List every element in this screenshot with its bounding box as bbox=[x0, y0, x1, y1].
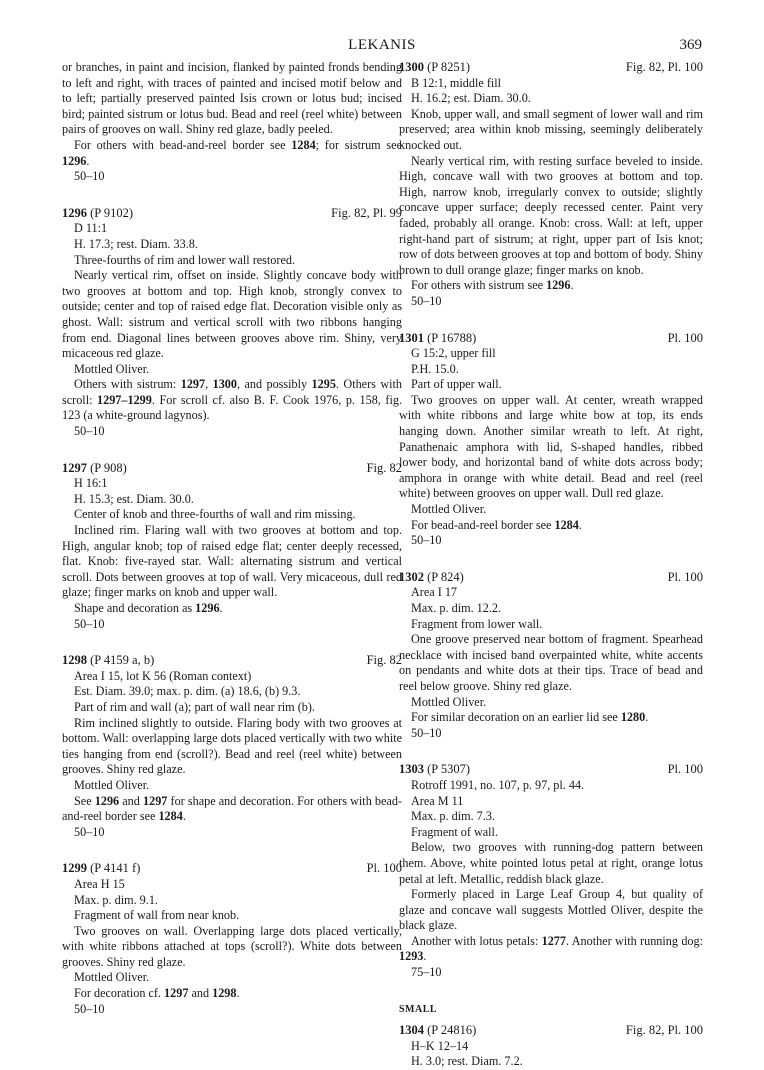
figure-reference: Pl. 100 bbox=[667, 330, 703, 345]
figure-reference: Pl. 100 bbox=[366, 861, 402, 876]
preservation: Three-fourths of rim and lower wall restored. bbox=[74, 252, 295, 267]
entry-1297 bbox=[62, 461, 402, 633]
description: Two grooves on upper wall. At center, wreath wrapped with white ribbons and large white bow at top, its ends hanging down. Another similar wreath to left. At right, Panathenaic amphora with lid, S-shaped handles, ribbed lower body, and horizontal band of white dots across body; amphora in orange with white detail. Bead and reel (reel white) between grooves on upper wall. Dull red glaze. bbox=[399, 392, 703, 501]
preservation: Part of rim and wall (a); part of wall near rim (b). bbox=[74, 699, 315, 714]
preservation: Fragment of wall from near knob. bbox=[74, 908, 240, 923]
catalog-number: 1304 bbox=[399, 1023, 424, 1038]
figure-reference: Fig. 82, Pl. 100 bbox=[625, 60, 703, 74]
figure-reference: Fig. 82, Pl. 100 bbox=[625, 1023, 703, 1038]
deposit: B 12:1, middle fill bbox=[411, 75, 502, 90]
comparanda: Another with lotus petals: 1277. Another with running dog: 1293. bbox=[399, 933, 703, 964]
deposit: Area I 17 bbox=[411, 585, 458, 600]
description: Nearly vertical rim, offset on inside. Slightly concave body with two grooves at bottom and top. High knob, strongly convex to outside; center and top of raised edge flat. Decoration visible only as ghost. Wall: sistrum and vertical scroll with two ribbons hanging from end. Diagonal lines between grooves above rim. Shiny, very micaceous red glaze. bbox=[62, 268, 402, 361]
figure-reference: Fig. 82 bbox=[366, 460, 402, 475]
comparanda: See 1296 and 1297 for shape and decoration. For others with bead-and-reel border see 1284. bbox=[62, 793, 402, 824]
dimensions: H. 15.3; est. Diam. 30.0. bbox=[74, 491, 194, 506]
deposit: G 15:2, upper fill bbox=[411, 346, 496, 361]
preservation: Knob, upper wall, and small segment of lower wall and rim preserved; area within knob missing, seemingly deliberately knocked out. bbox=[399, 106, 703, 152]
description: Below, two grooves with running-dog pattern between them. Above, white pointed lotus petal at right, orange lotus petal at left. Metallic, reddish black glaze. bbox=[399, 840, 703, 886]
date-range: 50–10 bbox=[74, 1001, 105, 1016]
inventory-number: (P 4141 f) bbox=[90, 861, 141, 876]
date-range: 50–10 bbox=[74, 616, 105, 631]
entry-1301 bbox=[399, 331, 703, 549]
entry-heading bbox=[62, 861, 402, 877]
running-header: LEKANIS bbox=[348, 37, 416, 53]
workshop: Mottled Oliver. bbox=[411, 694, 487, 709]
catalog-number: 1296 bbox=[62, 205, 87, 220]
inventory-number: (P 4159 a, b) bbox=[90, 653, 155, 668]
paragraph: or branches, in paint and incision, flanked by painted fronds bending to left and right, with traces of painted and incised motif below and to left; partially preserved painted Isis crown or lotus bud; incised bird; painted sistrum or lotus bud. Bead and reel (reel white) between pairs of grooves on wall. Shiny red glaze, badly peeled. bbox=[62, 60, 402, 137]
dimensions: Max. p. dim. 12.2. bbox=[411, 601, 502, 615]
page-number: 369 bbox=[679, 37, 702, 53]
entry-1299 bbox=[62, 861, 402, 1017]
entry-1298 bbox=[62, 653, 402, 840]
entry-1300 bbox=[399, 60, 703, 310]
entry-heading bbox=[399, 762, 703, 778]
inventory-number: (P 8251) bbox=[427, 60, 471, 74]
date-range: 50–10 bbox=[411, 725, 442, 740]
comparanda: Others with sistrum: 1297, 1300, and possibly 1295. Others with scroll: 1297–1299. For scroll cf. also B. F. Cook 1976, p. 158, fig. 123 (a white-ground lagynos). bbox=[62, 377, 402, 423]
dimensions: Max. p. dim. 9.1. bbox=[74, 892, 158, 907]
description: Nearly vertical rim, with resting surface beveled to inside. High, concave wall with two grooves at bottom and top. High, narrow knob, irregularly convex to outside; slightly concave upper surface; deeply recessed center. Paint very faded, probably all orange. Knob: cross. Wall: at left, upper right-hand part of sistrum; at right, upper part of Isis knot; row of dots between grooves at top and bottom of body. Shiny brown to dull orange glaze; finger marks on knob. bbox=[399, 153, 703, 277]
deposit: Area H 15 bbox=[74, 876, 125, 891]
workshop: Mottled Oliver. bbox=[74, 777, 150, 792]
date-range: 50–10 bbox=[74, 169, 105, 184]
entry-1303 bbox=[399, 762, 703, 980]
deposit: H 16:1 bbox=[74, 476, 108, 491]
date-range: 75–10 bbox=[411, 965, 442, 980]
catalog-number: 1297 bbox=[62, 460, 87, 475]
comparanda: For others with sistrum see 1296. bbox=[411, 278, 574, 293]
inventory-number: (P 824) bbox=[427, 569, 464, 584]
entry-1304 bbox=[399, 1023, 703, 1070]
right-column bbox=[399, 60, 703, 1070]
deposit: H–K 12–14 bbox=[411, 1038, 469, 1053]
catalog-number: 1299 bbox=[62, 861, 87, 876]
dimensions: H. 16.2; est. Diam. 30.0. bbox=[411, 91, 531, 106]
preservation: Fragment of wall. bbox=[411, 824, 498, 839]
comparanda: For similar decoration on an earlier lid see 1280. bbox=[411, 710, 649, 725]
figure-reference: Pl. 100 bbox=[667, 569, 703, 584]
workshop: Mottled Oliver. bbox=[74, 361, 150, 376]
catalog-number: 1298 bbox=[62, 653, 87, 668]
inventory-number: (P 908) bbox=[90, 460, 127, 475]
dimensions: H. 3.0; rest. Diam. 7.2. bbox=[411, 1054, 523, 1069]
paragraph: For others with bead-and-reel border see 1284; for sistrum see 1296. bbox=[62, 137, 402, 168]
catalog-number: 1301 bbox=[399, 330, 424, 345]
bibliography: Rotroff 1991, no. 107, p. 97, pl. 44. bbox=[411, 777, 585, 792]
left-column bbox=[62, 60, 402, 1038]
entry-heading bbox=[62, 653, 402, 669]
entry-heading bbox=[62, 461, 402, 477]
dimensions: Max. p. dim. 7.3. bbox=[411, 809, 495, 824]
figure-reference: Fig. 82, Pl. 99 bbox=[331, 205, 402, 220]
date-range: 50–10 bbox=[74, 824, 105, 839]
dimensions: P.H. 15.0. bbox=[411, 361, 459, 376]
entry-1302 bbox=[399, 570, 703, 742]
comparanda: For bead-and-reel border see 1284. bbox=[411, 517, 582, 532]
deposit: Area M 11 bbox=[411, 793, 464, 808]
date-range: 50–10 bbox=[74, 424, 105, 439]
inventory-number: (P 24816) bbox=[427, 1023, 477, 1038]
preservation: Part of upper wall. bbox=[411, 377, 502, 392]
preservation: Fragment from lower wall. bbox=[411, 616, 543, 631]
description: One groove preserved near bottom of fragment. Spearhead necklace with incised band overpainted white, white accents on pendants and white dots at their tips. Trace of bead and reel below groove. Shiny red glaze. bbox=[399, 632, 703, 693]
entry-heading bbox=[62, 206, 402, 222]
date-range: 50–10 bbox=[411, 293, 442, 308]
date-range: 50–10 bbox=[411, 533, 442, 548]
comparanda: For decoration cf. 1297 and 1298. bbox=[74, 986, 240, 1001]
workshop: Mottled Oliver. bbox=[74, 970, 150, 985]
workshop: Mottled Oliver. bbox=[411, 502, 487, 517]
entry-heading bbox=[399, 60, 703, 76]
inventory-number: (P 9102) bbox=[90, 205, 134, 220]
entry-1296 bbox=[62, 206, 402, 440]
entry-heading bbox=[399, 1023, 703, 1039]
comparanda: Shape and decoration as 1296. bbox=[74, 601, 223, 615]
deposit: D 11:1 bbox=[74, 221, 108, 236]
catalog-number: 1302 bbox=[399, 569, 424, 584]
entry-continuation bbox=[62, 60, 402, 185]
inventory-number: (P 16788) bbox=[427, 330, 477, 345]
entry-heading bbox=[399, 570, 703, 586]
workshop-note: Formerly placed in Large Leaf Group 4, but quality of glaze and concave wall suggests Mottled Oliver, despite the black glaze. bbox=[399, 887, 703, 933]
catalog-number: 1300 bbox=[399, 60, 424, 74]
catalog-number: 1303 bbox=[399, 762, 424, 777]
figure-reference: Fig. 82 bbox=[366, 653, 402, 668]
preservation: Center of knob and three-fourths of wall and rim missing. bbox=[74, 507, 356, 522]
deposit: Area I 15, lot K 56 (Roman context) bbox=[74, 668, 252, 683]
inventory-number: (P 5307) bbox=[427, 762, 471, 777]
description: Two grooves on wall. Overlapping large dots placed vertically, with white ribbons attached at tops (scroll?). White dots between grooves. Shiny red glaze. bbox=[62, 923, 402, 969]
description: Inclined rim. Flaring wall with two grooves at bottom and top. High, angular knob; top of raised edge flat; center deeply recessed, flat. Knob: five-rayed star. Wall: alternating sistrum and vertical scroll. Dots between grooves at top of wall. Very micaceous, dull red glaze; finger marks on knob and upper wall. bbox=[62, 523, 402, 600]
entry-heading bbox=[399, 331, 703, 347]
dimensions: Est. Diam. 39.0; max. p. dim. (a) 18.6, (b) 9.3. bbox=[74, 684, 301, 699]
dimensions: H. 17.3; rest. Diam. 33.8. bbox=[74, 236, 198, 251]
figure-reference: Pl. 100 bbox=[667, 762, 703, 777]
description: Rim inclined slightly to outside. Flaring body with two grooves at bottom. Wall: overlapping large dots placed vertically with two white ties hanging from end (scroll?). Bead and reel (reel white) between grooves. Shiny red glaze. bbox=[62, 715, 402, 777]
section-heading-small: SMALL bbox=[399, 1003, 438, 1015]
